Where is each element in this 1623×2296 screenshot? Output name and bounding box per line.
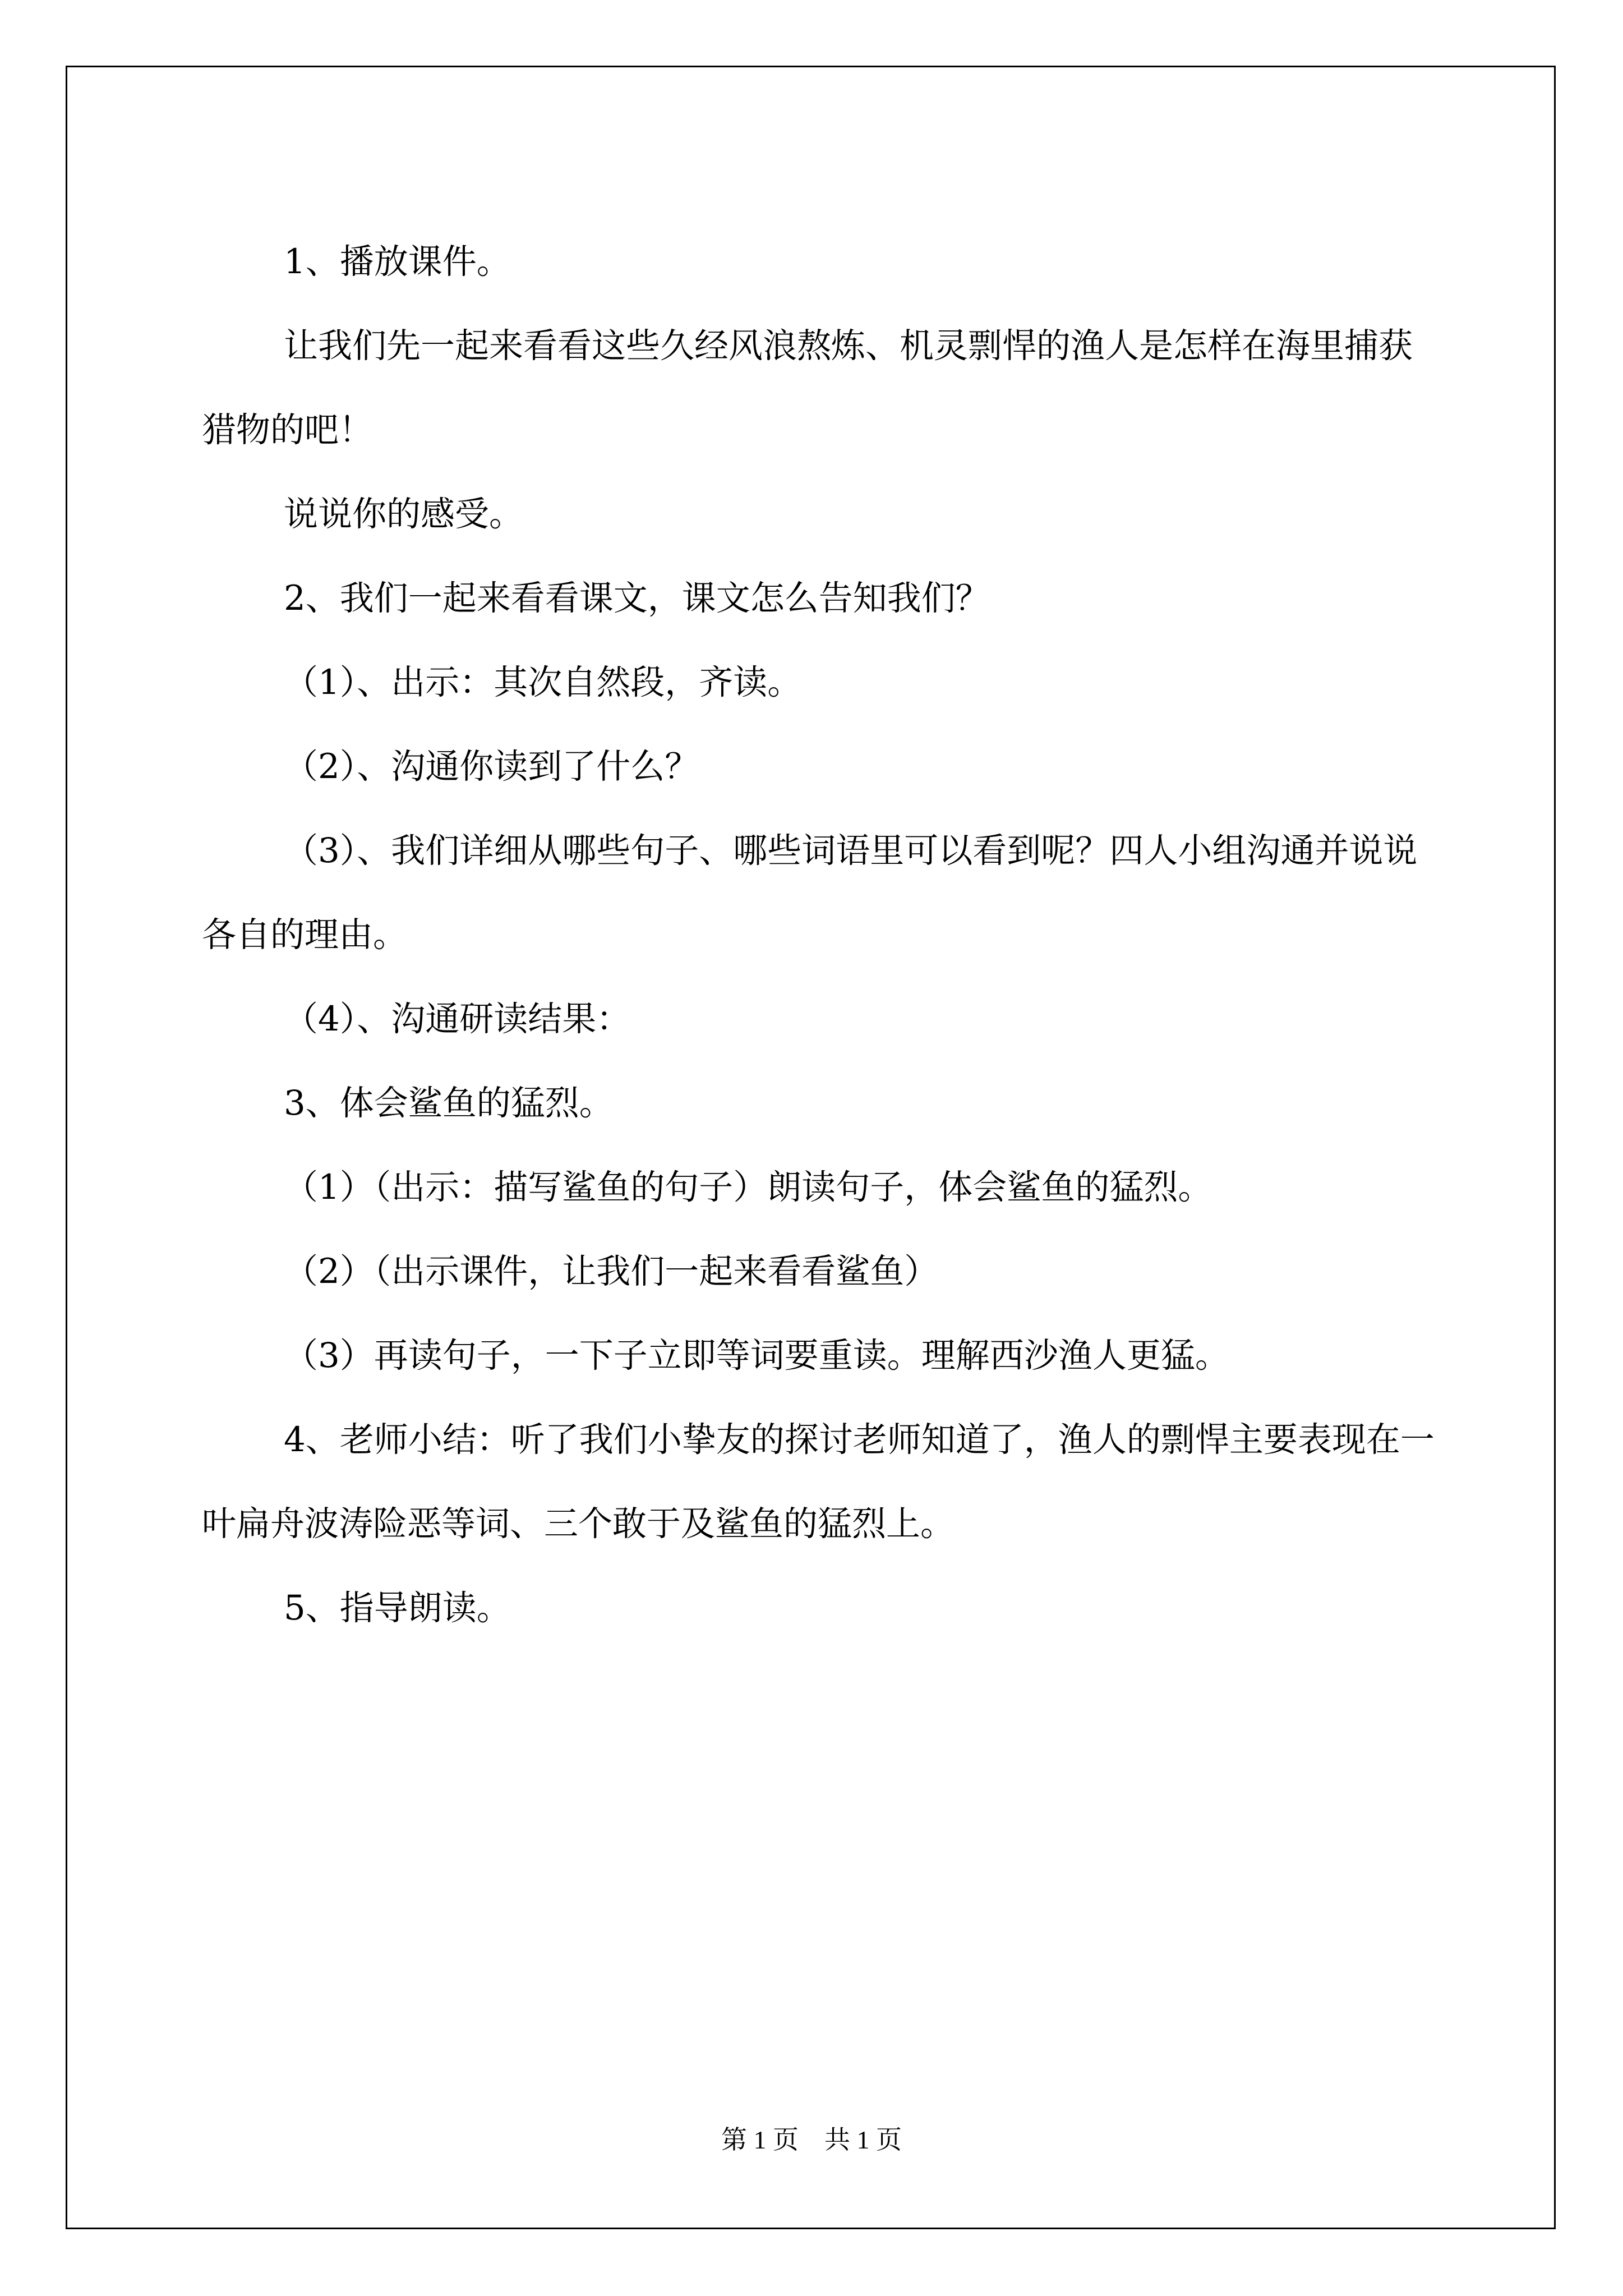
paragraph-11: （2）（出示课件，让我们一起来看看鲨鱼） [284,1251,939,1291]
paragraph-3: 说说你的感受。 [284,494,524,534]
paragraph-1: 1、播放课件。 [284,242,511,282]
paragraph-2: 让我们先一起来看看这些久经风浪熬炼、机灵剽悍的渔人是怎样在海里捕获猎物的吧！ [202,326,1413,450]
document-body [202,220,1436,1650]
paragraph-7: （3）、我们详细从哪些句子、哪些词语里可以看到呢？四人小组沟通并说说各自的理由。 [202,831,1418,955]
paragraph-4: 2、我们一起来看看课文，课文怎么告知我们？ [284,578,990,618]
paragraph-8: （4）、沟通研读结果： [284,999,631,1039]
paragraph-12: （3）再读句子，一下子立即等词要重读。理解西沙渔人更猛。 [284,1336,1229,1375]
paragraph-10: （1）（出示：描写鲨鱼的句子）朗读句子，体会鲨鱼的猛烈。 [284,1167,1212,1207]
paragraph-13: 4、老师小结：听了我们小挚友的探讨老师知道了，渔人的剽悍主要表现在一叶扁舟波涛险恶等词、三个敢于及鲨鱼的猛烈上。 [202,1420,1435,1544]
paragraph-5: （1）、出示：其次自然段，齐读。 [284,662,802,702]
paragraph-9: 3、体会鲨鱼的猛烈。 [284,1083,614,1123]
paragraph-14: 5、指导朗读。 [284,1588,511,1628]
paragraph-6: （2）、沟通你读到了什么？ [284,747,699,786]
page-number-footer: 第 1 页 共 1 页 [721,2125,902,2154]
